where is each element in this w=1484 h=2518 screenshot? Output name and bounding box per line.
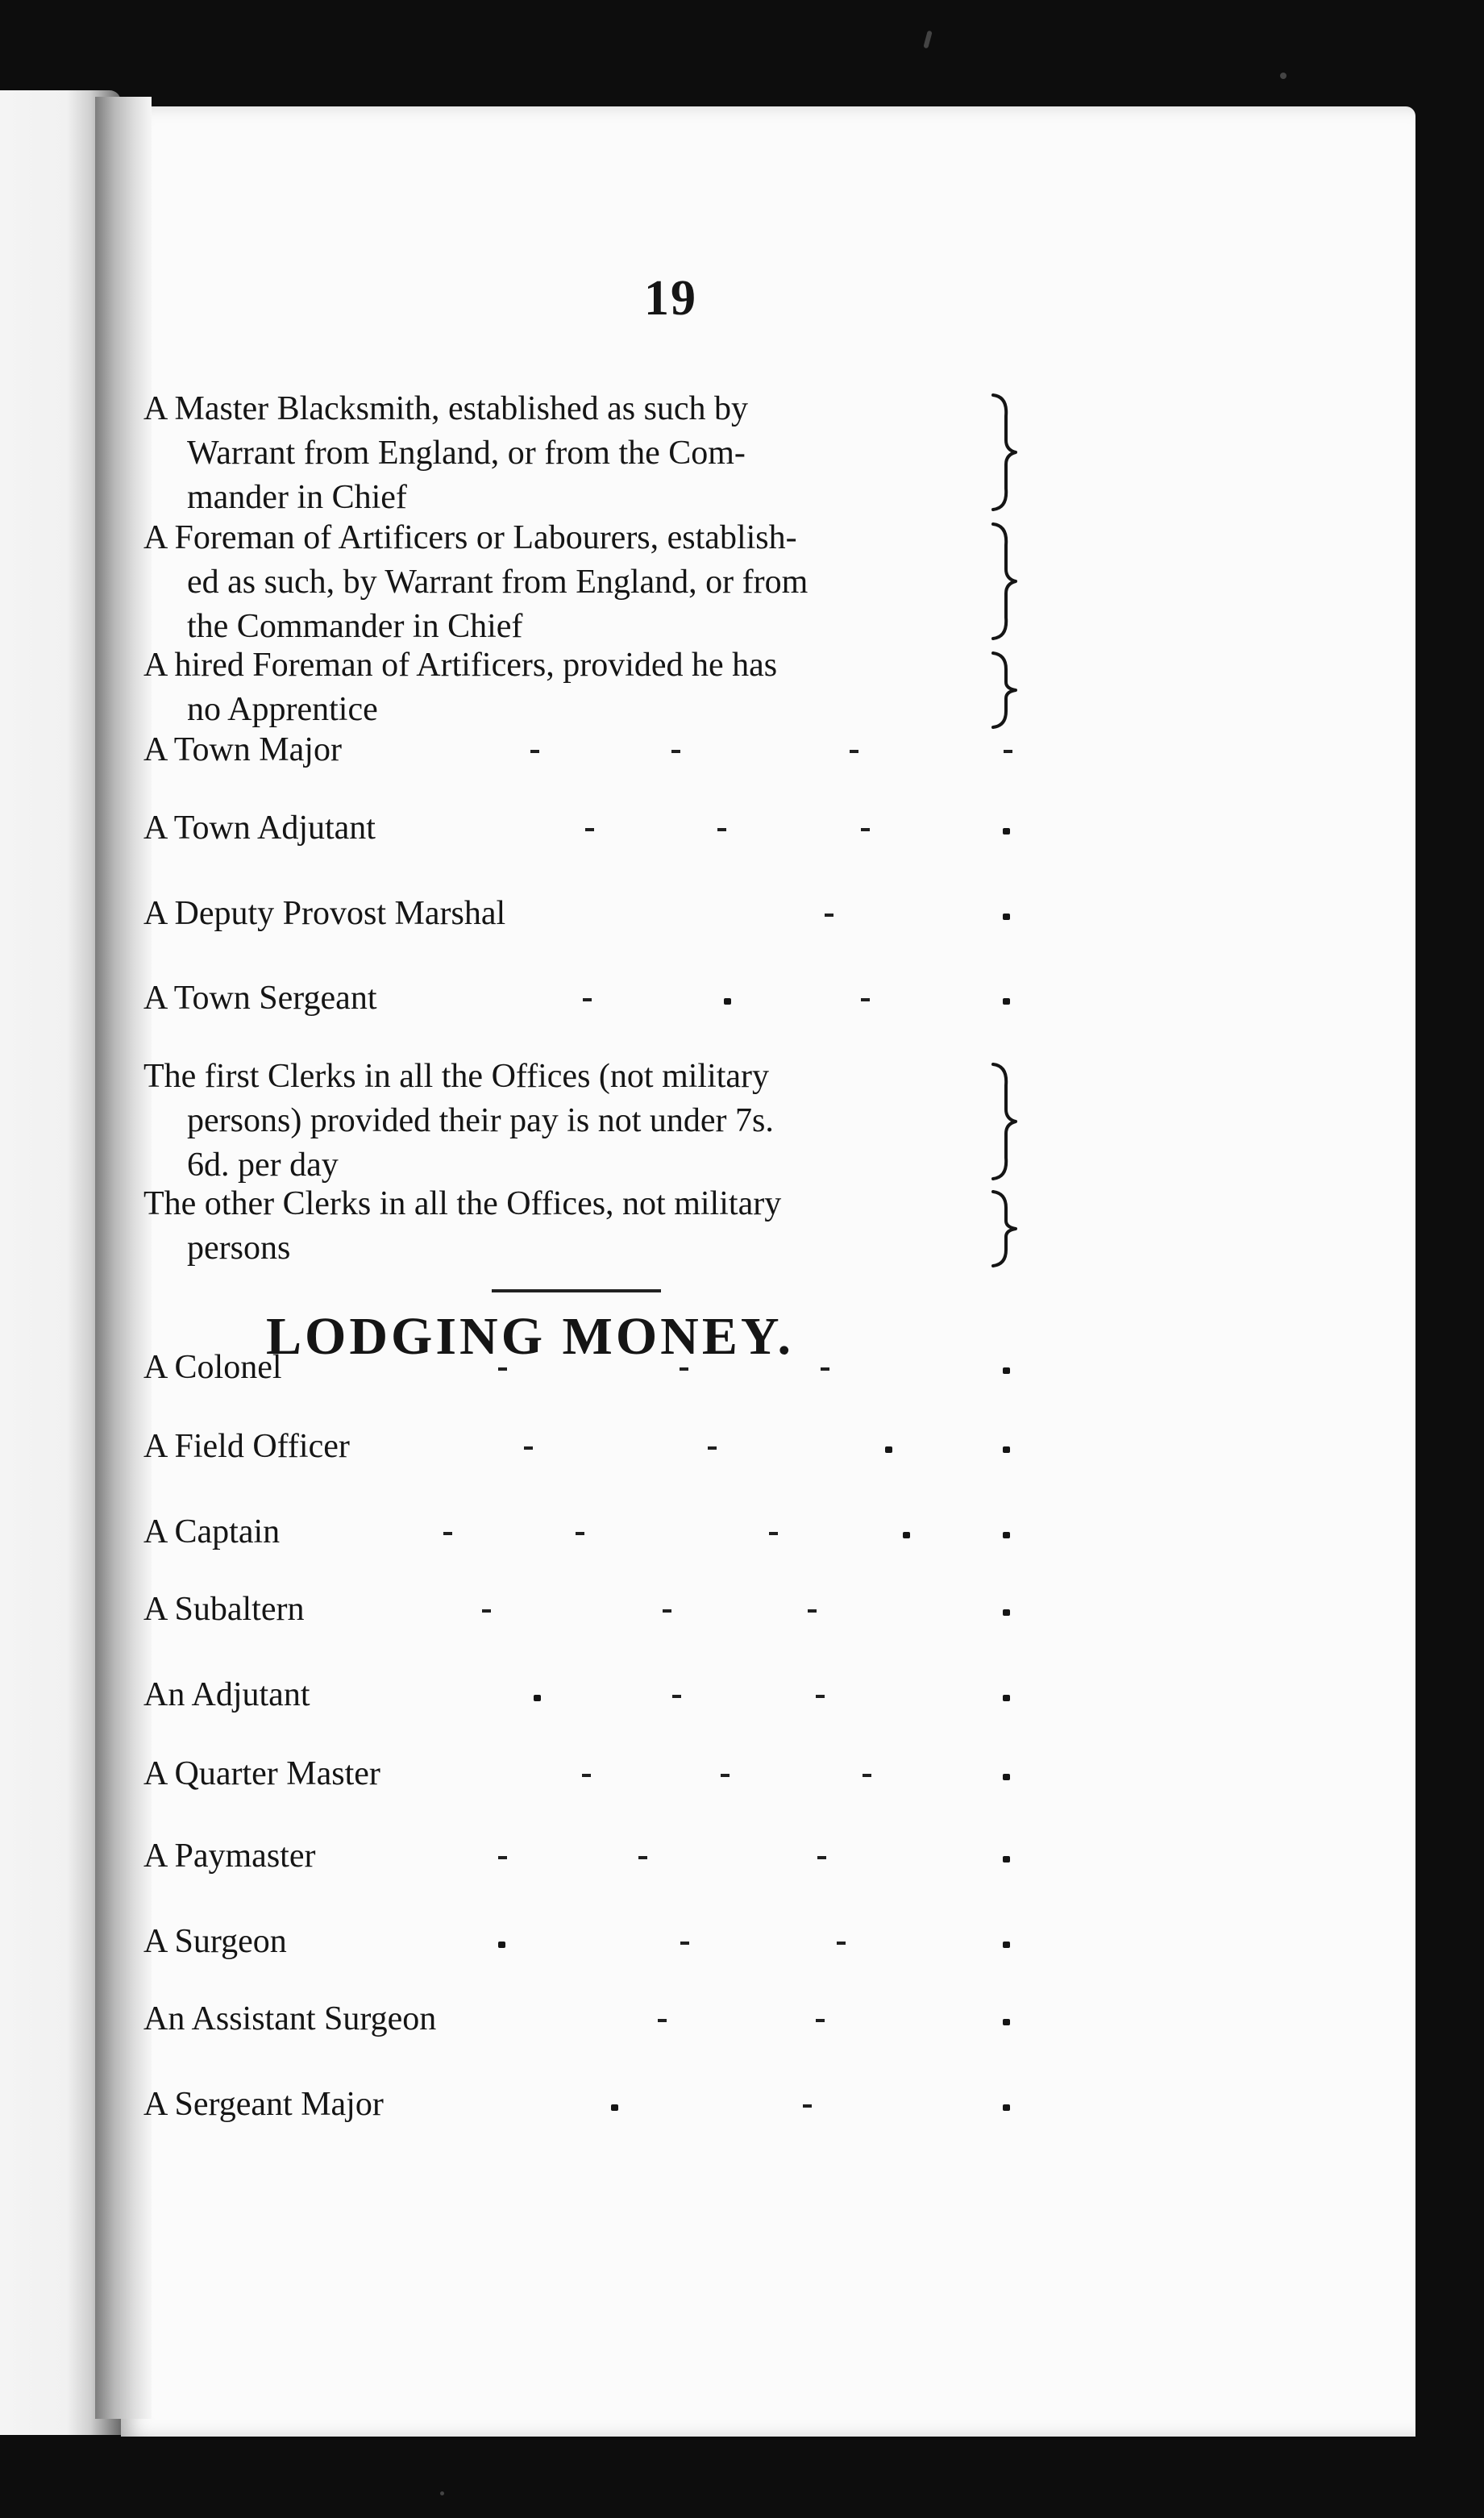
leader-dash: [576, 1532, 584, 1535]
leader-dot: [1003, 1367, 1010, 1374]
leader-dot: [1003, 1774, 1010, 1780]
leader-dash: [638, 1856, 647, 1859]
list-row: [143, 974, 1022, 1022]
list-row: [143, 2080, 1022, 2129]
leader-dot: [1003, 1609, 1010, 1616]
background-speck: [923, 31, 932, 49]
row-label: A Colonel: [143, 1349, 282, 1386]
leader-dot: [903, 1532, 910, 1538]
leader-dash: [1004, 750, 1012, 753]
leader-dash: [443, 1532, 452, 1535]
leader-dot: [1003, 2019, 1010, 2025]
row-label: A Paymaster: [143, 1838, 316, 1875]
brace-icon: [990, 521, 1019, 642]
list-row: [143, 1750, 1022, 1798]
list-row: [143, 726, 1022, 774]
leader-dot: [1003, 1446, 1010, 1453]
entry-line: ed as such, by Warrant from England, or from: [187, 564, 809, 601]
row-label: A Subaltern: [143, 1591, 305, 1628]
leader-dash: [769, 1532, 778, 1535]
page-number: 19: [644, 271, 697, 326]
leader-dash: [863, 1774, 871, 1777]
leader-dash: [663, 1609, 671, 1613]
leader-dash: [825, 914, 833, 917]
entry-line: 6d. per day: [187, 1147, 339, 1184]
row-label: An Assistant Surgeon: [143, 2000, 437, 2037]
leader-dash: [583, 998, 592, 1001]
entry-hired-foreman: [143, 643, 1016, 732]
entry-first-clerks: [143, 1055, 1016, 1188]
leader-dash: [861, 828, 870, 831]
leader-dot: [1003, 1942, 1010, 1948]
leader-dash: [680, 1367, 688, 1371]
leader-dash: [498, 1856, 507, 1859]
leader-dash: [816, 2019, 825, 2022]
row-label: A Sergeant Major: [143, 2086, 384, 2123]
leader-dot: [611, 2104, 618, 2111]
leader-dot: [1003, 998, 1010, 1005]
list-row: [143, 1995, 1022, 2043]
entry-line: A Master Blacksmith, established as such by: [143, 390, 749, 427]
leader-dot: [885, 1446, 892, 1453]
leader-dash: [582, 1774, 591, 1777]
section-heading: LODGING MONEY.: [266, 1307, 794, 1366]
entry-line: mander in Chief: [187, 479, 407, 516]
list-row: [143, 1671, 1022, 1719]
list-row: [143, 1585, 1022, 1634]
row-label: A Town Adjutant: [143, 810, 376, 847]
list-row: [143, 1832, 1022, 1880]
leader-dot: [1003, 914, 1010, 920]
leader-dot: [724, 998, 731, 1005]
leader-dash: [816, 1695, 825, 1698]
brace-icon: [990, 1188, 1019, 1269]
row-label: An Adjutant: [143, 1676, 310, 1713]
entry-line: The first Clerks in all the Offices (not military: [143, 1058, 770, 1095]
leader-dot: [1003, 1532, 1010, 1538]
row-label: A Town Major: [143, 731, 342, 768]
section-rule: [492, 1289, 661, 1292]
list-row: [143, 1508, 1022, 1556]
leader-dash: [672, 1695, 681, 1698]
background-speck: [440, 2491, 444, 2495]
row-label: A Field Officer: [143, 1428, 350, 1465]
leader-dash: [530, 750, 539, 753]
list-row: [143, 1343, 1022, 1392]
leader-dash: [585, 828, 594, 831]
leader-dash: [482, 1609, 491, 1613]
row-label: A Captain: [143, 1513, 281, 1550]
row-label: A Deputy Provost Marshal: [143, 895, 506, 932]
leader-dash: [680, 1942, 689, 1945]
entry-line: A Foreman of Artificers or Labourers, establish-: [143, 519, 797, 556]
leader-dash: [837, 1942, 846, 1945]
leader-dot: [1003, 1695, 1010, 1701]
row-label: A Quarter Master: [143, 1755, 380, 1792]
entry-line: The other Clerks in all the Offices, not military: [143, 1185, 782, 1222]
leader-dash: [498, 1367, 507, 1371]
list-row: [143, 889, 1022, 938]
leader-dot: [534, 1695, 541, 1701]
leader-dash: [803, 2104, 812, 2108]
leader-dash: [721, 1774, 730, 1777]
entry-line: A hired Foreman of Artificers, provided he has: [143, 647, 778, 684]
leader-dash: [671, 750, 680, 753]
leader-dash: [658, 2019, 667, 2022]
leader-dash: [821, 1367, 829, 1371]
row-label: A Surgeon: [143, 1923, 287, 1960]
leader-dot: [1003, 2104, 1010, 2111]
entry-line: no Apprentice: [187, 691, 378, 728]
leader-dash: [708, 1446, 717, 1450]
row-label: A Town Sergeant: [143, 980, 377, 1017]
brace-icon: [990, 1061, 1019, 1182]
entry-master-blacksmith: [143, 387, 1016, 520]
leader-dash: [850, 750, 858, 753]
entry-line: persons) provided their pay is not under 7s.: [187, 1102, 774, 1139]
brace-icon: [990, 650, 1019, 730]
leader-dot: [498, 1942, 505, 1948]
entry-other-clerks: [143, 1182, 1016, 1271]
leader-dash: [717, 828, 726, 831]
list-row: [143, 1422, 1022, 1471]
entry-foreman-artificers: [143, 516, 1016, 649]
leader-dash: [524, 1446, 533, 1450]
leader-dash: [861, 998, 870, 1001]
leader-dash: [808, 1609, 817, 1613]
entry-line: the Commander in Chief: [187, 608, 523, 645]
list-row: [143, 1917, 1022, 1966]
list-row: [143, 804, 1022, 852]
entry-line: Warrant from England, or from the Com-: [187, 435, 746, 472]
leader-dot: [1003, 828, 1010, 834]
entry-line: persons: [187, 1230, 291, 1267]
leader-dash: [817, 1856, 826, 1859]
leader-dot: [1003, 1856, 1010, 1862]
brace-icon: [990, 392, 1019, 513]
background-speck: [1280, 73, 1287, 79]
